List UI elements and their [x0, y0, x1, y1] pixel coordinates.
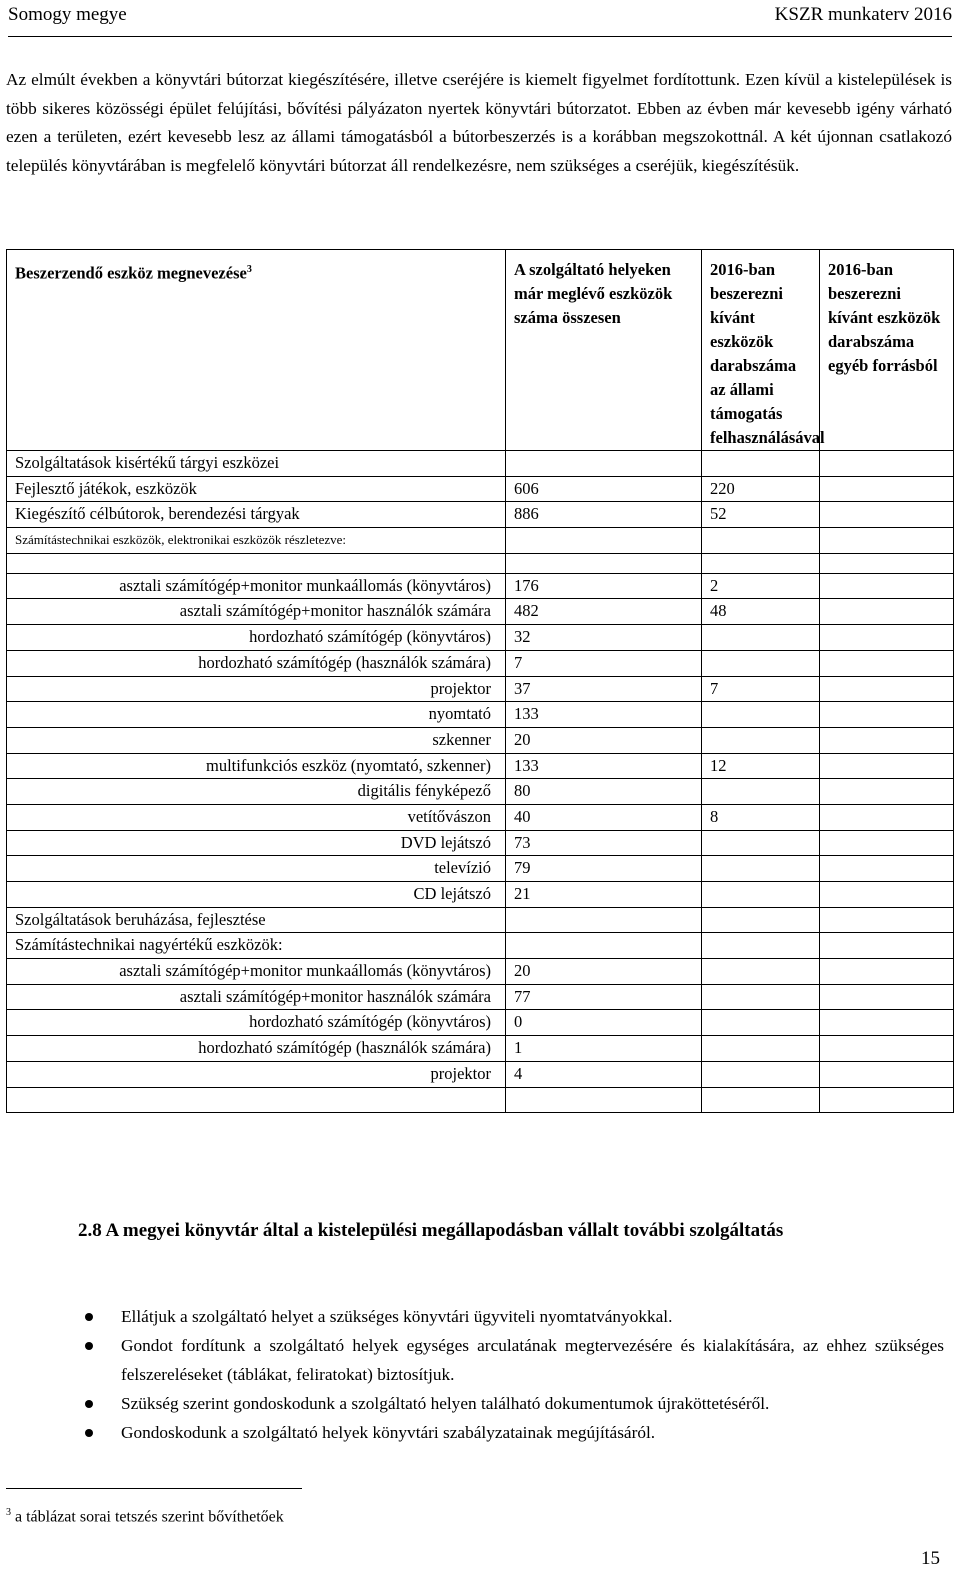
row-existing: 133 — [506, 702, 702, 728]
row-name: digitális fényképező — [7, 779, 506, 805]
row-state: 48 — [702, 599, 820, 625]
footnote-ref: 3 — [246, 264, 252, 275]
row-existing: 0 — [506, 1010, 702, 1036]
table-row — [7, 1036, 954, 1062]
equipment-table — [6, 249, 954, 1113]
table-row — [7, 1010, 954, 1036]
row-name: asztali számítógép+monitor használók számára — [7, 599, 506, 625]
table-row — [7, 779, 954, 805]
row-state — [702, 727, 820, 753]
bullet-icon — [85, 1313, 93, 1321]
table-row — [7, 650, 954, 676]
section-title: 2.8 A megyei könyvtár által a kistelepülési megállapodásban vállalt további szolgáltatás — [78, 1220, 784, 1241]
header-county: Somogy megye — [8, 4, 127, 25]
row-state — [702, 1010, 820, 1036]
row-other — [820, 676, 954, 702]
row-state — [702, 451, 820, 477]
table-header-row — [7, 250, 954, 451]
list-item: Szükség szerint gondoskodunk a szolgáltató helyen található dokumentumok újraköttetéséről. — [0, 1389, 952, 1418]
row-existing: 21 — [506, 882, 702, 908]
row-name: Szolgáltatások beruházása, fejlesztése — [7, 907, 506, 933]
bullet-icon — [85, 1400, 93, 1408]
row-existing: 40 — [506, 804, 702, 830]
header-doc-title: KSZR munkaterv 2016 — [774, 4, 952, 25]
table-row — [7, 476, 954, 502]
row-state — [702, 907, 820, 933]
row-other — [820, 1061, 954, 1087]
page-header — [8, 0, 952, 37]
row-other — [820, 907, 954, 933]
header-state-funded: 2016-ban beszerezni kívánt eszközök darabszáma az állami támogatás felhasználásával — [702, 250, 820, 451]
table-row — [7, 753, 954, 779]
row-other — [820, 804, 954, 830]
row-name: vetítővászon — [7, 804, 506, 830]
footnote — [6, 1502, 284, 1528]
list-item: Ellátjuk a szolgáltató helyet a szükséges könyvtári ügyviteli nyomtatványokkal. — [0, 1302, 952, 1331]
row-other — [820, 502, 954, 528]
header-existing: A szolgáltató helyeken már meglévő eszközök száma összesen — [506, 250, 702, 451]
table-row — [7, 528, 954, 554]
row-other — [820, 702, 954, 728]
row-existing: 20 — [506, 727, 702, 753]
row-existing: 606 — [506, 476, 702, 502]
row-existing: 77 — [506, 984, 702, 1010]
page-number: 15 — [921, 1548, 940, 1569]
row-state: 8 — [702, 804, 820, 830]
row-other — [820, 650, 954, 676]
row-existing: 80 — [506, 779, 702, 805]
table-row — [7, 727, 954, 753]
row-state — [702, 933, 820, 959]
table-row — [7, 804, 954, 830]
bullet-list — [0, 1302, 952, 1447]
row-existing: 7 — [506, 650, 702, 676]
table-row — [7, 676, 954, 702]
row-name: hordozható számítógép (könyvtáros) — [7, 625, 506, 651]
row-other — [820, 984, 954, 1010]
row-other — [820, 599, 954, 625]
row-state — [702, 830, 820, 856]
row-name: Szolgáltatások kisértékű tárgyi eszközei — [7, 451, 506, 477]
row-existing: 79 — [506, 856, 702, 882]
row-existing: 482 — [506, 599, 702, 625]
table-row — [7, 984, 954, 1010]
row-name: DVD lejátszó — [7, 830, 506, 856]
list-item: Gondoskodunk a szolgáltató helyek könyvtári szabályzatainak megújításáról. — [0, 1418, 952, 1447]
row-state — [702, 1061, 820, 1087]
row-name: CD lejátszó — [7, 882, 506, 908]
row-other — [820, 528, 954, 554]
row-state: 52 — [702, 502, 820, 528]
row-other — [820, 625, 954, 651]
row-state — [702, 959, 820, 985]
row-state — [702, 650, 820, 676]
row-existing: 133 — [506, 753, 702, 779]
row-name: Fejlesztő játékok, eszközök — [7, 476, 506, 502]
row-state — [702, 882, 820, 908]
row-state: 12 — [702, 753, 820, 779]
table-row — [7, 907, 954, 933]
row-name: multifunkciós eszköz (nyomtató, szkenner) — [7, 753, 506, 779]
row-existing: 20 — [506, 959, 702, 985]
table-spacer-row — [7, 1087, 954, 1112]
footnote-separator — [6, 1488, 302, 1489]
row-other — [820, 1036, 954, 1062]
row-state — [702, 702, 820, 728]
row-name: Kiegészítő célbútorok, berendezési tárgyak — [7, 502, 506, 528]
row-state — [702, 625, 820, 651]
row-state — [702, 1036, 820, 1062]
row-other — [820, 476, 954, 502]
row-name: nyomtató — [7, 702, 506, 728]
table-row — [7, 502, 954, 528]
bullet-icon — [85, 1429, 93, 1437]
row-state: 7 — [702, 676, 820, 702]
row-existing — [506, 451, 702, 477]
row-state — [702, 856, 820, 882]
row-existing — [506, 933, 702, 959]
header-name: Beszerzendő eszköz megnevezése$^3$ — [7, 250, 506, 451]
table-row — [7, 882, 954, 908]
table-row — [7, 933, 954, 959]
table-row — [7, 1061, 954, 1087]
header-other-source: 2016-ban beszerezni kívánt eszközök darabszáma egyéb forrásból — [820, 250, 954, 451]
row-existing — [506, 907, 702, 933]
row-name: Számítástechnikai nagyértékű eszközök: — [7, 933, 506, 959]
row-name: hordozható számítógép (könyvtáros) — [7, 1010, 506, 1036]
footnote-text: a táblázat sorai tetszés szerint bővíthetőek — [15, 1508, 284, 1526]
row-name: hordozható számítógép (használók számára) — [7, 650, 506, 676]
row-name: asztali számítógép+monitor munkaállomás (könyvtáros) — [7, 573, 506, 599]
table-row — [7, 625, 954, 651]
list-item: Gondot fordítunk a szolgáltató helyek egységes arculatának megtervezésére és kialakítására, az ehhez szükséges felszereléseket (táblákat, feliratokat) biztosítjuk. — [0, 1331, 952, 1389]
row-name: televízió — [7, 856, 506, 882]
table-row — [7, 830, 954, 856]
row-existing: 1 — [506, 1036, 702, 1062]
row-other — [820, 451, 954, 477]
row-other — [820, 573, 954, 599]
row-existing: 4 — [506, 1061, 702, 1087]
row-state — [702, 779, 820, 805]
row-other — [820, 779, 954, 805]
row-existing: 176 — [506, 573, 702, 599]
row-other — [820, 959, 954, 985]
row-existing: 73 — [506, 830, 702, 856]
row-existing: 37 — [506, 676, 702, 702]
row-name: asztali számítógép+monitor használók számára — [7, 984, 506, 1010]
table-row — [7, 451, 954, 477]
table-row — [7, 856, 954, 882]
row-other — [820, 933, 954, 959]
row-state — [702, 528, 820, 554]
row-other — [820, 1010, 954, 1036]
intro-paragraph: Az elmúlt években a könyvtári bútorzat kiegészítésére, illetve cseréjére is kiemelt figyelmet fordítottunk. Ezen kívül a kistelepülések is több sikeres közösségi épület felújítási, bővítési pályázaton nyertek könyvtári bútorzatot. Ebben az évben már kevesebb igény várható ezen a területen, ezért kevesebb lesz az állami támogatásból a bútorbeszerzés is a korábban megszokottnál. A két újonnan csatlakozó település könyvtárában is megfelelő könyvtári bútorzat áll rendelkezésre, nem szükséges a cseréjük, kiegészítésük. — [6, 70, 952, 175]
row-other — [820, 727, 954, 753]
row-state — [702, 984, 820, 1010]
row-existing: 886 — [506, 502, 702, 528]
row-state: 2 — [702, 573, 820, 599]
row-other — [820, 753, 954, 779]
table-row — [7, 599, 954, 625]
row-name: projektor — [7, 1061, 506, 1087]
table-row — [7, 573, 954, 599]
row-name: asztali számítógép+monitor munkaállomás (könyvtáros) — [7, 959, 506, 985]
row-name: projektor — [7, 676, 506, 702]
row-name: Számítástechnikai eszközök, elektronikai eszközök részletezve: — [7, 528, 506, 554]
table-row — [7, 702, 954, 728]
row-existing — [506, 528, 702, 554]
row-other — [820, 882, 954, 908]
row-existing: 32 — [506, 625, 702, 651]
row-name: szkenner — [7, 727, 506, 753]
row-other — [820, 830, 954, 856]
table-row — [7, 959, 954, 985]
row-other — [820, 856, 954, 882]
footnote-mark: 3 — [6, 1507, 11, 1518]
row-name: hordozható számítógép (használók számára) — [7, 1036, 506, 1062]
bullet-icon — [85, 1342, 93, 1350]
table-spacer-row — [7, 553, 954, 573]
row-state: 220 — [702, 476, 820, 502]
